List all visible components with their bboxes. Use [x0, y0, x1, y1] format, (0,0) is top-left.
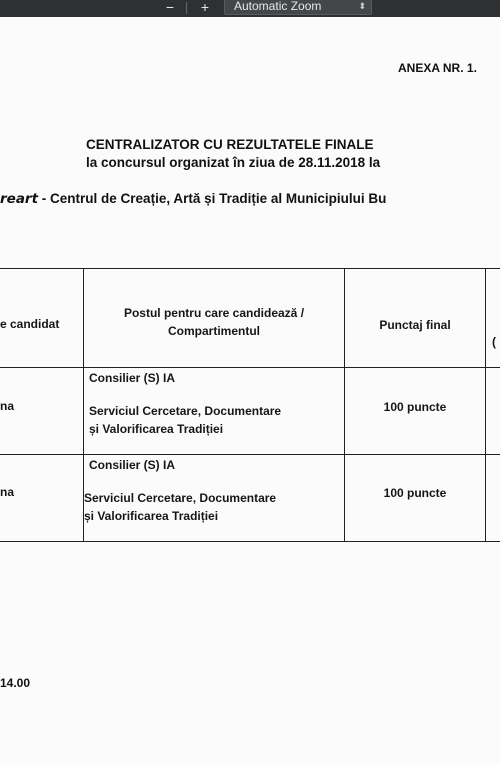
document-subtitle: la concursul organizat în ziua de 28.11.2018 la: [86, 155, 381, 170]
document-title: CENTRALIZATOR CU REZULTATELE FINALE: [86, 137, 374, 152]
row1-candidate: na: [0, 399, 15, 413]
document-page: [0, 17, 500, 765]
table-header-bottom: [0, 367, 500, 368]
header-last-column: (: [492, 335, 496, 349]
row2-position-title: Consilier (S) IA: [89, 458, 176, 472]
row2-score: 100 puncte: [383, 486, 447, 500]
header-candidate: e candidat: [0, 317, 60, 331]
row2-candidate: na: [0, 485, 15, 499]
row1-score: 100 puncte: [383, 400, 447, 414]
table-border-bottom: [0, 541, 500, 542]
header-position: Postul pentru care candidează /: [123, 306, 305, 320]
institution-brand: reart: [0, 191, 39, 207]
updown-arrow-icon: ⬍: [358, 1, 366, 11]
table-column-divider: [485, 268, 486, 542]
row2-department-line1: Serviciul Cercetare, Documentare: [84, 491, 277, 505]
toolbar-separator: [186, 2, 187, 14]
pdf-viewer-toolbar: [0, 0, 500, 17]
row1-department-line2: și Valorificarea Tradiției: [89, 422, 224, 436]
row1-position-title: Consilier (S) IA: [89, 371, 176, 385]
zoom-out-button[interactable]: −: [165, 0, 175, 15]
footer-time: 14.00: [0, 676, 31, 690]
zoom-select-value: Automatic Zoom: [234, 0, 322, 13]
header-department: Compartimentul: [167, 324, 260, 338]
annex-number: ANEXA NR. 1.: [398, 61, 477, 75]
institution-line: [0, 191, 386, 207]
table-row-divider: [0, 454, 500, 455]
institution-name: - Centrul de Creație, Artă și Tradiție al Municipiului Bu: [38, 191, 387, 206]
zoom-in-button[interactable]: +: [200, 0, 210, 15]
header-score: Punctaj final: [379, 318, 451, 332]
table-border-top: [0, 268, 500, 269]
row1-department-line1: Serviciul Cercetare, Documentare: [89, 404, 282, 418]
zoom-select[interactable]: [224, 0, 372, 15]
row2-department-line2: și Valorificarea Tradiției: [84, 509, 219, 523]
